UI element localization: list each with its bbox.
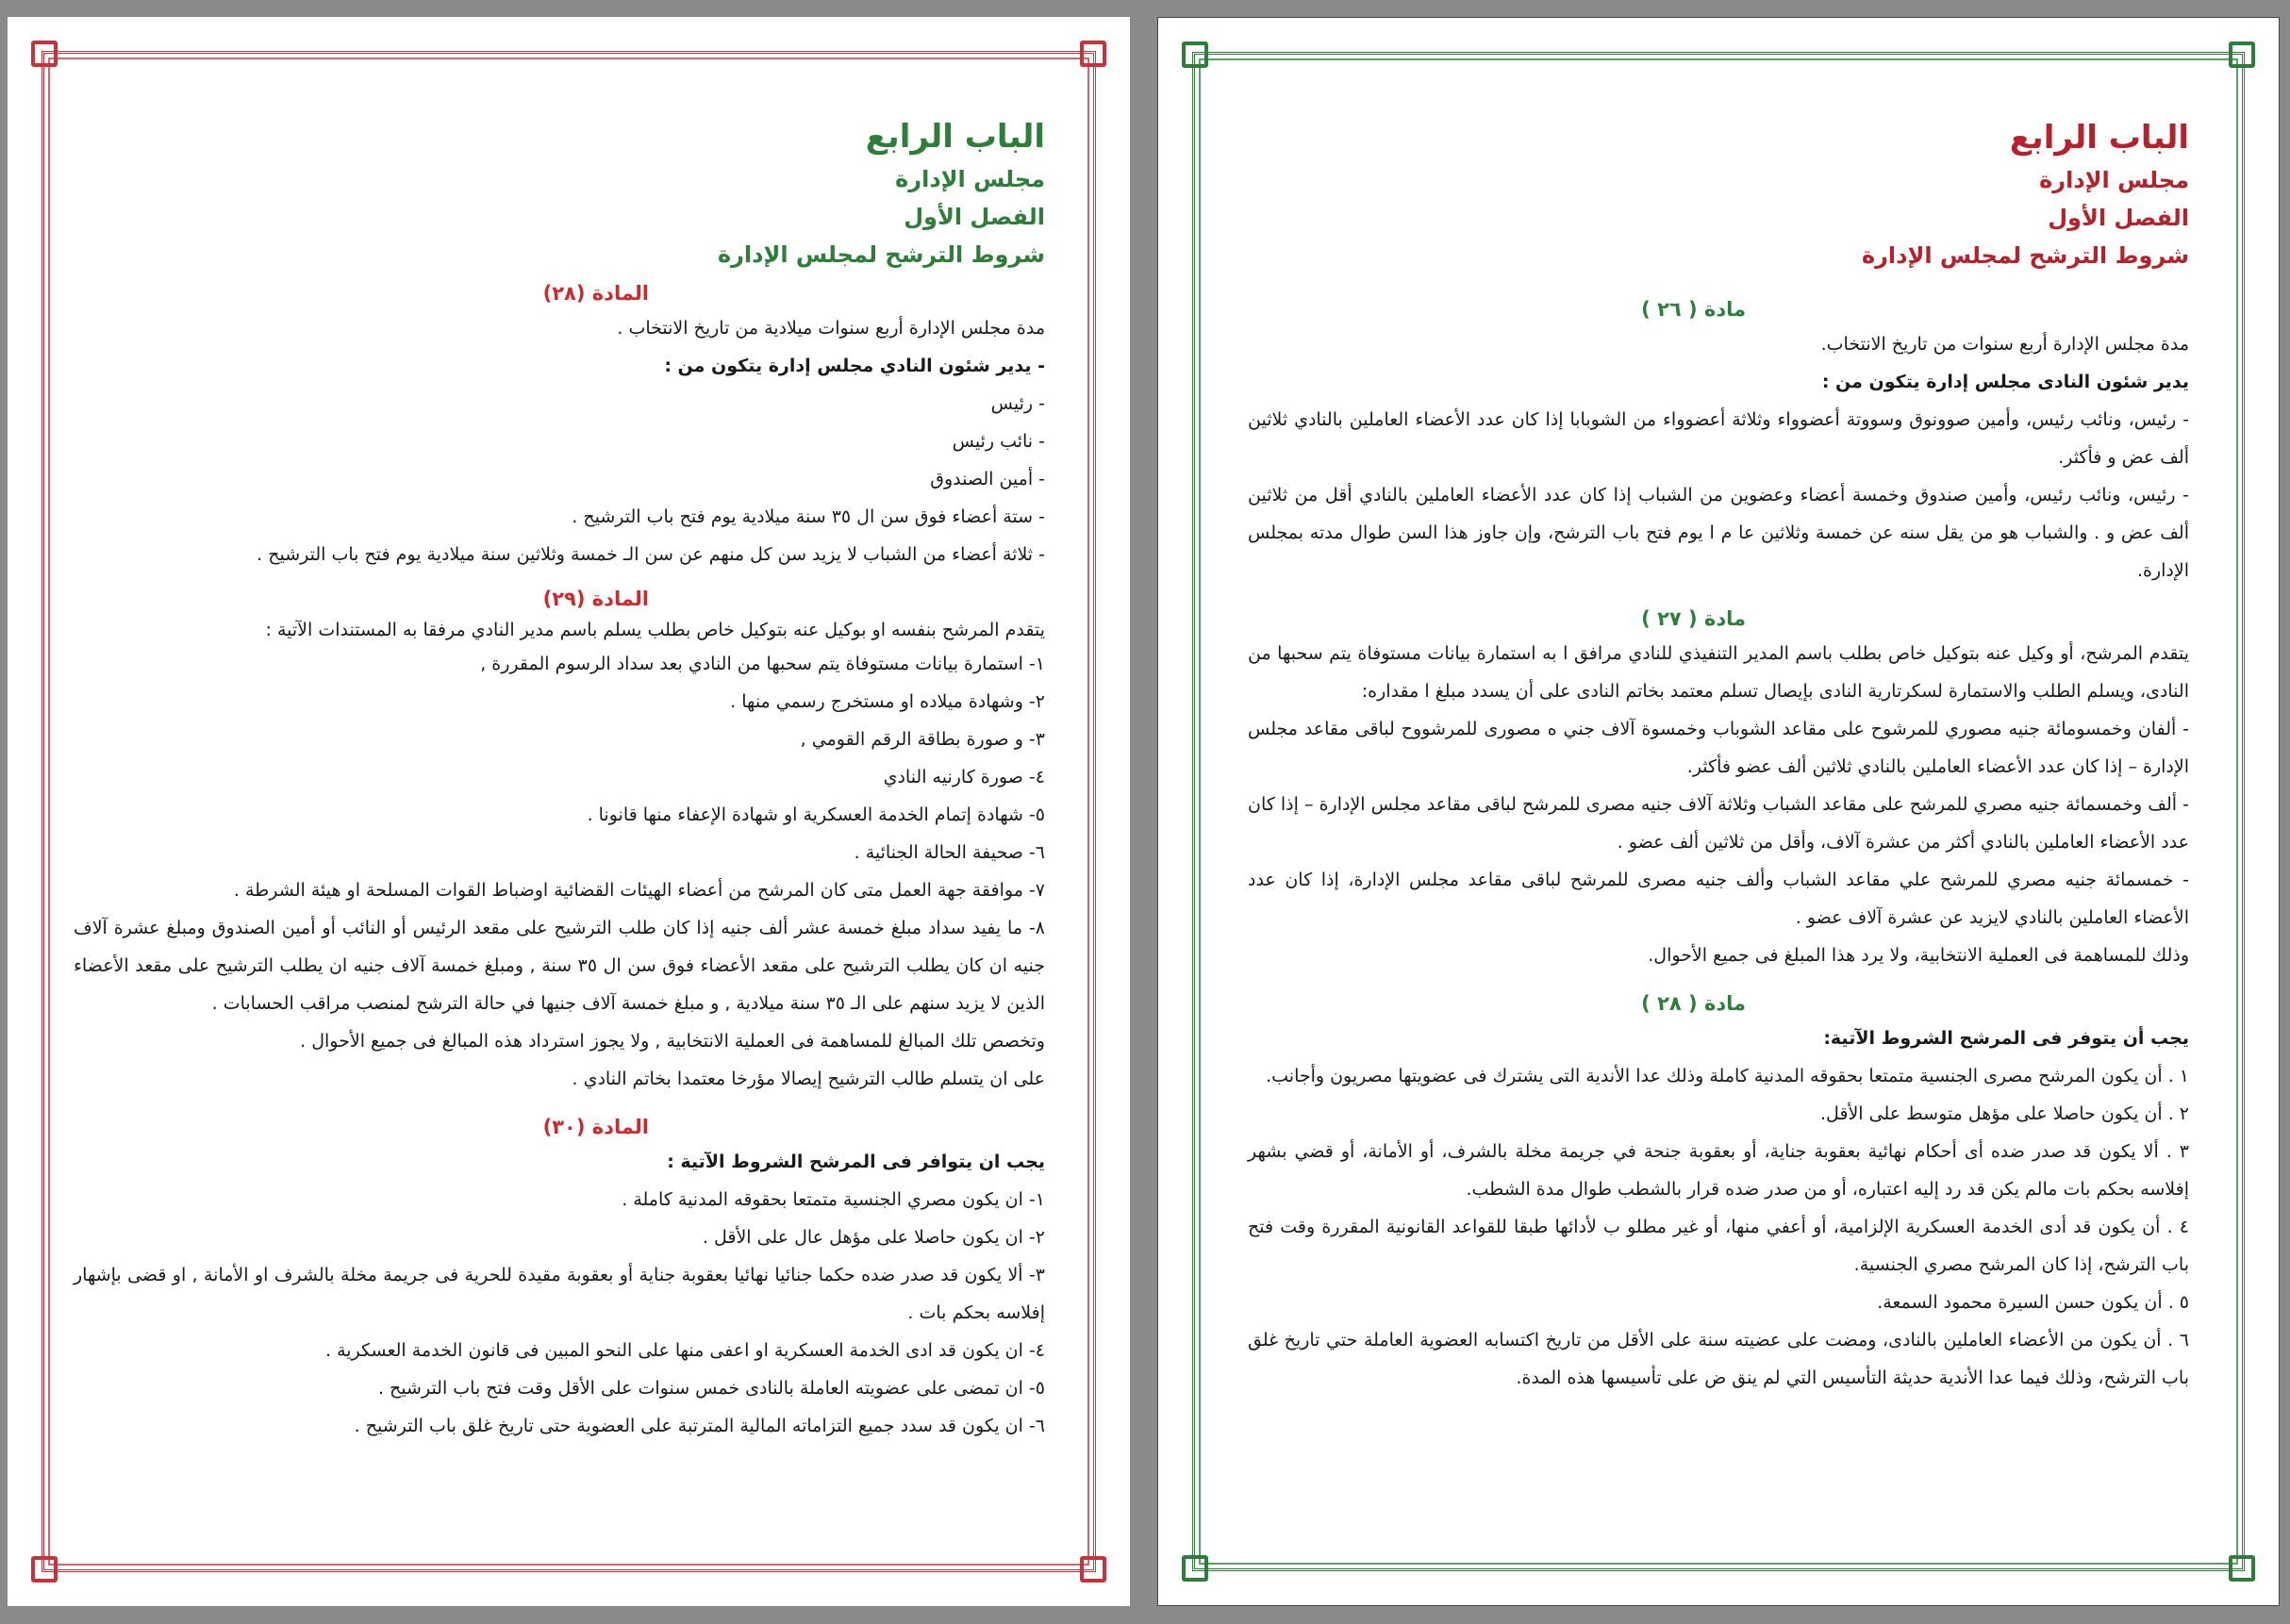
article-line: ٧- موافقة جهة العمل متى كان المرشح من أعضاء الهيئات القضائية اوضباط القوات المسلحة او هيئة الشرطة . — [233, 880, 1045, 901]
article-line: مدة مجلس الإدارة أربع سنوات ميلادية من تاريخ الانتخاب . — [617, 318, 1045, 339]
chapter-title: الباب الرابع — [2009, 119, 2189, 157]
article-line: ٥- ان تمضى على عضويته العاملة بالنادى خمس سنوات على الأقل وقت فتح باب الترشيح . — [377, 1378, 1045, 1399]
subsection-title: الفصل الأول — [904, 204, 1045, 230]
article-line: - يدير شئون النادي مجلس إدارة يتكون من : — [664, 356, 1045, 376]
article-line: مدة مجلس الإدارة أربع سنوات من تاريخ الانتخاب. — [1820, 334, 2189, 355]
border-corner-ornament — [1182, 1555, 1208, 1582]
page-right-content — [1248, 114, 2189, 1397]
article-27-title: مادة ( ٢٧ ) — [1641, 607, 1746, 630]
article-line: ٨- ما يفيد سداد مبلغ خمسة عشر ألف جنيه إذا كان طلب الترشيح على مقعد الرئيس أو النائب أو أمين الصندوق ومبلغ عشرة آلاف جنيه ان كان يطلب الترشيح على مقعد الأعضاء فوق سن ال ٣٥ سنة , ومبلغ خمسة آلاف جنيه ان يطلب الترشيح على مقعد الأعضاء الذين لا يزيد سنهم على الـ ٣٥ سنة ميلادية , و مبلغ خمسة آلاف جنيها في حالة الترشح لمنصب مراقب الحسابات . — [74, 918, 1045, 1014]
article-line: وذلك للمساهمة فى العملية الانتخابية، ولا يرد هذا المبلغ فى جميع الأحوال. — [1648, 945, 2189, 966]
topic-title: شروط الترشح لمجلس الإدارة — [717, 241, 1045, 268]
article-line: - رئيس، ونائب رئيس، وأمين صندوق وخمسة أعضاء وعضوين من الشباب إذا كان عدد الأعضاء العاملين بالنادي أقل من ثلاثين ألف عض و . والشباب هو من يقل سنه عن خمسة وثلاثين عا م ا يوم فتح باب الترشح، وإن جاوز هذا السن طوال مدته بمجلس الإدارة. — [1248, 485, 2189, 581]
article-line: - ألفان وخمسومائة جنيه مصوري للمرشوح على مقاعد الشوباب وخمسوة آلاف جني ه مصورى للمرشووح لباقى مقاعد مجلس الإدارة – إذا كان عدد الأعضاء العاملين بالنادي ثلاثين ألف عضو فأكثر. — [1248, 719, 2189, 777]
subsection-title: الفصل الأول — [2048, 205, 2189, 231]
border-corner-ornament — [2229, 1555, 2255, 1582]
topic-title: شروط الترشح لمجلس الإدارة — [1861, 242, 2189, 269]
article-line: - ستة أعضاء فوق سن ال ٣٥ سنة ميلادية يوم فتح باب الترشيح . — [572, 506, 1045, 527]
page-left — [8, 17, 1130, 1606]
article-line: يجب أن يتوفر فى المرشح الشروط الآتية: — [1823, 1028, 2189, 1049]
article-line: ٣ . ألا يكون قد صدر ضده أى أحكام نهائية بعقوبة جناية، أو بعقوبة جنحة في جريمة مخلة بالشرف، أو الأمانة، أو قضي بشهر إفلاسه بحكم بات مالم يكن قد رد إليه اعتباره، أو من صدر ضده قرار بالشطب طوال مدة الشطب. — [1248, 1141, 2189, 1200]
border-corner-ornament — [1080, 41, 1106, 67]
section-title: مجلس الإدارة — [2039, 167, 2189, 193]
article-line: يجب ان يتوافر فى المرشح الشروط الآتية : — [667, 1152, 1045, 1172]
article-28-title: مادة ( ٢٨ ) — [1641, 992, 1746, 1015]
article-26-title: مادة ( ٢٦ ) — [1641, 298, 1746, 321]
article-line: - ألف وخمسمائة جنيه مصري للمرشح على مقاعد الشباب وثلاثة آلاف جنيه مصرى للمرشح لباقى مقاعد مجلس الإدارة – إذا كان عدد الأعضاء العاملين بالنادي أكثر من عشرة آلاف، وأقل من ثلاثين ألف عضو . — [1248, 794, 2189, 853]
page-right — [1157, 17, 2280, 1606]
article-line: ٢ . أن يكون حاصلا على مؤهل متوسط على الأقل. — [1819, 1103, 2189, 1124]
article-line: - ثلاثة أعضاء من الشباب لا يزيد سن كل منهم عن سن الـ خمسة وثلاثين سنة ميلادية يوم فتح باب الترشيح . — [257, 544, 1045, 565]
article-line: ١- استمارة بيانات مستوفاة يتم سحبها من النادي بعد سداد الرسوم المقررة , — [480, 654, 1045, 674]
article-line: ٤- ان يكون قد ادى الخدمة العسكرية او اعفى منها على النحو المبين فى قانون الخدمة العسكرية . — [325, 1340, 1045, 1361]
article-line: ١ . أن يكون المرشح مصرى الجنسية متمتعا بحقوقه المدنية كاملة وذلك عدا الأندية التى يشترك فى عضويتها مصريون وأجانب. — [1266, 1066, 2189, 1086]
article-line: ٦ . أن يكون من الأعضاء العاملين بالنادى، ومضت على عضيته سنة على الأقل من تاريخ اكتسابه العضوية العاملة حتي تاريخ غلق باب الترشح، وذلك فيما عدا الأندية حديثة التأسيس التي لم ينق ض على تأسيسها هذه المدة. — [1248, 1330, 2189, 1388]
article-line: ٦- صحيفة الحالة الجنائية . — [854, 842, 1045, 863]
border-corner-ornament — [31, 41, 58, 67]
article-line: ٥ . أن يكون حسن السيرة محمود السمعة. — [1877, 1292, 2189, 1313]
article-line: ٥- شهادة إتمام الخدمة العسكرية او شهادة الإعفاء منها قانونا . — [587, 804, 1045, 825]
article-line: ٢- ان يكون حاصلا على مؤهل عال على الأقل . — [702, 1227, 1045, 1248]
border-corner-ornament — [2229, 41, 2255, 68]
article-line: ٦- ان يكون قد سدد جميع التزاماته المالية المترتبة على العضوية حتى تاريخ غلق باب الترشيح . — [354, 1416, 1045, 1436]
article-line: يتقدم المرشح، أو وكيل عنه بتوكيل خاص بطلب باسم المدير التنفيذي للنادي مرافق ا به استمارة بيانات مستوفاة يتم سحبها من النادى، ويسلم الطلب والاستمارة لسكرتارية النادى بإيصال تسلم معتمد بخاتم النادى على أن يسدد مبلغ ا مقداره: — [1248, 643, 2189, 702]
article-29-title: المادة (٢٩) — [542, 588, 649, 610]
article-line: على ان يتسلم طالب الترشيح إيصالا مؤرخا معتمدا بخاتم النادي . — [572, 1069, 1045, 1089]
article-line: ٣- و صورة بطاقة الرقم القومي , — [800, 729, 1045, 750]
article-30-title: المادة (٣٠) — [542, 1116, 649, 1138]
article-line: يدير شئون النادى مجلس إدارة يتكون من : — [1821, 372, 2189, 392]
page-left-content — [74, 113, 1045, 1445]
article-line: ٣- ألا يكون قد صدر ضده حكما جنائيا نهائيا بعقوبة جناية أو بعقوبة مقيدة للحرية فى جريمة مخلة بالشرف او الأمانة , او قضى بإشهار إفلاسه بحكم بات . — [74, 1265, 1045, 1323]
border-corner-ornament — [1080, 1556, 1106, 1583]
article-line: ١- ان يكون مصري الجنسية متمتعا بحقوقه المدنية كاملة . — [622, 1189, 1045, 1210]
section-title: مجلس الإدارة — [895, 166, 1045, 192]
article-28-title: المادة (٢٨) — [542, 282, 649, 305]
border-corner-ornament — [31, 1556, 58, 1583]
article-line: ٤- صورة كارنيه النادي — [883, 767, 1045, 787]
article-line: - رئيس، ونائب رئيس، وأمين صوونوق وسووتة أعضوواء وثلاثة أعضوواء من الشوبابا إذا كان عدد الأعضاء العاملين بالنادي ثلاثين ألف عض و فأكثر. — [1248, 409, 2189, 468]
article-line: - نائب رئيس — [952, 431, 1045, 452]
article-line: وتخصص تلك المبالغ للمساهمة فى العملية الانتخابية , ولا يجوز استرداد هذه المبالغ فى جميع الأحوال . — [300, 1031, 1045, 1052]
article-line: ٤ . أن يكون قد أدى الخدمة العسكرية الإلزامية، أو أعفي منها، أو غير مطلو ب لأدائها طبقا للقواعد القانونية المقررة وقت فتح باب الترشح، إذا كان المرشح مصري الجنسية. — [1248, 1217, 2189, 1275]
article-line: - خمسمائة جنيه مصري للمرشح علي مقاعد الشباب وألف جنيه مصرى للمرشح لباقى مقاعد مجلس الإدارة، إذا كان عدد الأعضاء العاملين بالنادي لايزيد عن عشرة آلاف عضو . — [1248, 870, 2189, 928]
border-corner-ornament — [1182, 41, 1208, 68]
article-line: - رئيس — [990, 393, 1045, 414]
article-line: يتقدم المرشح بنفسه او بوكيل عنه بتوكيل خاص بطلب يسلم باسم مدير النادي مرفقا به المستندات الآتية : — [265, 620, 1045, 640]
chapter-title: الباب الرابع — [865, 118, 1045, 156]
article-line: - أمين الصندوق — [930, 469, 1045, 489]
article-line: ٢- وشهادة ميلاده او مستخرج رسمي منها . — [730, 691, 1045, 712]
